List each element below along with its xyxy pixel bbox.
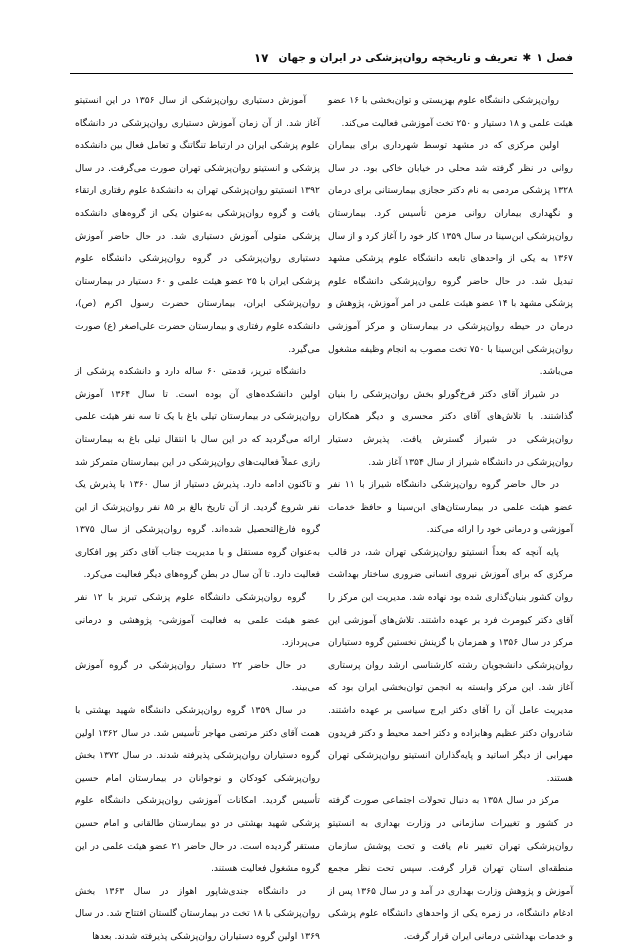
paragraph: پایه آنچه که بعداً انستیتو روان‌پزشکی تهران شد، در قالب مرکزی که برای آموزش نیروی انسانی ضروری ساختار بهداشت روان کشور بنیان‌گذاری شده بود نهاده شد. مدیریت این مرکز را آقای دکتر کیومرث فرد بر عهده داشتند. تلاش‌های آموزشی این مرکز در سال ۱۳۵۶ و همزمان با گزینش نخستین گروه دستیاران روان‌پزشکی دانشجویان رشته کارشناسی ارشد روان پرستاری آغاز شد. این مرکز وابسته به انجمن توان‌بخشی ایران بود که مدیریت عامل آن را آقای دکتر ایرج سیاسی بر عهده داشتند. شادروان دکتر عظیم وهابزاده و دکتر احمد محیط و دکتر فریدون مهرابی از دیگر اساتید و پایه‌گذاران انستیتو روان‌پزشکی تهران هستند. <box>328 546 573 784</box>
running-header <box>70 48 573 68</box>
paragraph: در شیراز آقای دکتر فرخ‌گورلو بخش روان‌پزشکی را بنیان گذاشتند. با تلاش‌های آقای دکتر محسری و دیگر همکاران روان‌پزشکی در شیراز گسترش یافت. پذیرش دستیار روان‌پزشکی در دانشگاه شیراز از سال ۱۳۵۴ آغاز شد. <box>328 388 573 468</box>
left-column <box>75 90 321 942</box>
paragraph: روان‌پزشکی دانشگاه علوم بهزیستی و توان‌بخشی با ۱۶ عضو هیئت علمی و ۱۸ دستیار و ۲۵۰ تخت آموزشی فعالیت می‌کند. <box>328 95 573 129</box>
paragraph: در سال ۱۳۵۹ گروه روان‌پزشکی دانشگاه شهید بهشتی با همت آقای دکتر مرتضی مهاجر تأسیس شد. در سال ۱۳۶۲ اولین گروه دستیاران روان‌پزشکی پذیرفته شدند. در سال ۱۳۷۲ بخش روان‌پزشکی کودکان و نوجوانان در بیمارستان امام حسین تأسیس گردید. امکانات آموزشی روان‌پزشکی دانشگاه علوم پزشکی شهید بهشتی در دو بیمارستان طالقانی و امام حسین مستقر گردیده است. در حال حاضر ۲۱ عضو هیئت علمی در این گروه مشغول فعالیت هستند. <box>75 705 320 875</box>
paragraph: اولین مرکزی که در مشهد توسط شهرداری برای بیماران روانی در نظر گرفته شد محلی در خیابان خاکی بود. در سال ۱۳۲۸ پزشکی مردمی به نام دکتر حجازی بیمارستانی برای درمان و نگهداری بیماران روانی مزمن تأسیس کرد. بیمارستان روان‌پزشکی ابن‌سینا در سال ۱۳۵۹ کار خود را آغاز کرد و از سال ۱۳۶۷ به یکی از واحدهای تابعه دانشگاه علوم پزشکی مشهد تبدیل شد. در حال حاضر گروه روان‌پزشکی دانشگاه علوم پزشکی مشهد با ۱۴ عضو هیئت علمی در امر آموزش، پژوهش و درمان در حیطه روان‌پزشکی در بیمارستان و مرکز آموزشی روان‌پزشکی ابن‌سینا با ۷۵۰ تخت مصوب به انجام وظیفه مشغول می‌باشد. <box>328 140 573 378</box>
chapter-label: فصل ۱ <box>536 52 573 64</box>
paragraph: مرکز در سال ۱۳۵۸ به دنبال تحولات اجتماعی صورت گرفته در کشور و تغییرات سازمانی در وزارت بهداری به انستیتو روان‌پزشکی تهران تغییر نام یافت و تحت پوشش سازمان منطقه‌ای استان تهران قرار گرفت. سپس تحت نظر مجمع آموزش و پژوهش وزارت بهداری در آمد و در سال ۱۳۶۵ پس از ادغام دانشگاه، در زمره یکی از واحدهای دانشگاه علوم پزشکی و خدمات بهداشتی درمانی ایران قرار گرفت. <box>328 795 573 942</box>
chapter-title: تعریف و تاریخچه روان‌پزشکی در ایران و جهان <box>278 52 518 64</box>
page-number: ۱۷ <box>253 51 269 65</box>
right-column <box>328 90 573 942</box>
paragraph: در حال حاضر گروه روان‌پزشکی دانشگاه شیراز با ۱۱ نفر عضو هیئت علمی در بیمارستان‌های ابن‌سینا و حافظ خدمات آموزشی و درمانی خود را ارائه می‌کند. <box>328 479 573 536</box>
paragraph: گروه روان‌پزشکی دانشگاه علوم پزشکی تبریز با ۱۲ نفر عضو هیئت علمی به فعالیت آموزشی- پژوهشی و درمانی می‌پردازد. <box>75 592 320 649</box>
star-icon: ✱ <box>522 52 532 64</box>
paragraph: آموزش دستیاری روان‌پزشکی از سال ۱۳۵۶ در این انستیتو آغاز شد. از آن زمان آموزش دستیاری روان‌پزشکی در دانشگاه علوم پزشکی ایران در ارتباط تنگاتنگ و تعامل فعال بین دانشکده پزشکی و انستیتو روان‌پزشکی تهران صورت می‌گرفت. در سال ۱۳۹۲ انستیتو روان‌پزشکی تهران به دانشکدهٔ علوم رفتاری ارتقاء یافت و گروه روان‌پزشکی به‌عنوان یکی از گروه‌های دانشکده پزشکی متولی آموزش دستیاری شد. در حال حاضر آموزش دستیاری روان‌پزشکی در گروه روان‌پزشکی دانشگاه علوم پزشکی ایران با ۲۵ عضو هیئت علمی و ۶۰ دستیار در بیمارستان روان‌پزشکی ایران، بیمارستان حضرت رسول اکرم (ص)، دانشکده علوم رفتاری و بیمارستان حضرت علی‌اصغر (ع) صورت می‌گیرد. <box>75 95 321 355</box>
paragraph: دانشگاه تبریز، قدمتی ۶۰ ساله دارد و دانشکده پزشکی از اولین دانشکده‌های آن بوده است. تا سال ۱۳۶۴ آموزش روان‌پزشکی در بیمارستان تیلی باغ با یک تا سه نفر هیئت علمی ارائه می‌گردید که در این سال با انتقال تیلی باغ به بیمارستان رازی عملاً فعالیت‌های روان‌پزشکی در این بیمارستان متمرکز شد و تاکنون ادامه دارد. پذیرش دستیار از سال ۱۳۶۰ با پذیرش یک نفر شروع گردید. از آن تاریخ بالغ بر ۸۵ نفر روان‌پزشک از این گروه فارغ‌التحصیل شده‌اند. گروه روان‌پزشکی از سال ۱۳۷۵ به‌عنوان گروه مستقل و با مدیریت جناب آقای دکتر پور افکاری فعالیت دارد. تا آن سال در بطن گروه‌های دیگر فعالیت می‌کرد. <box>75 366 321 581</box>
header-rule <box>70 73 573 74</box>
paragraph: در دانشگاه جندی‌شاپور اهواز در سال ۱۳۶۳ بخش روان‌پزشکی با ۱۸ تخت در بیمارستان گلستان افتتاح شد. در سال ۱۳۶۹ اولین گروه دستیاران روان‌پزشکی پذیرفته شدند. بعدها <box>75 885 320 942</box>
paragraph: در حال حاضر ۲۲ دستیار روان‌پزشکی در گروه آموزش می‌بیند. <box>75 659 320 694</box>
